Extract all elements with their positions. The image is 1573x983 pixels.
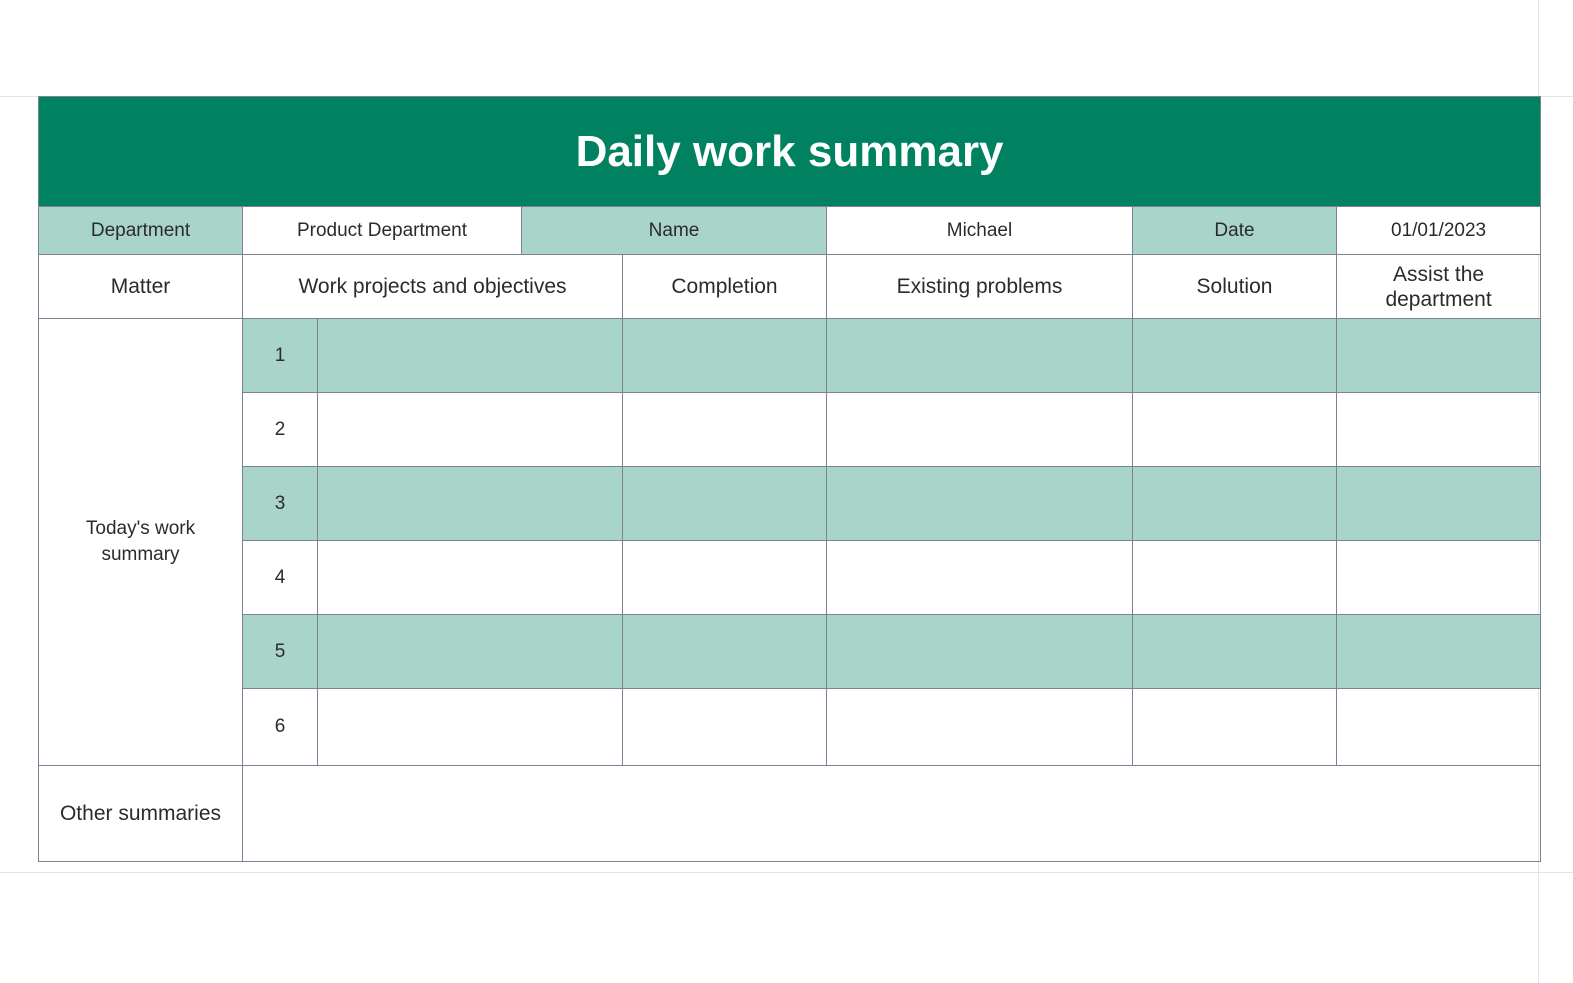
work-projects-cell[interactable] bbox=[318, 541, 623, 615]
row-number[interactable]: 5 bbox=[243, 615, 318, 689]
table-row bbox=[39, 689, 1541, 766]
solution-cell[interactable] bbox=[1133, 467, 1337, 541]
assist-department-cell[interactable] bbox=[1337, 615, 1541, 689]
completion-cell[interactable] bbox=[623, 319, 827, 393]
row-number[interactable]: 1 bbox=[243, 319, 318, 393]
row-number[interactable]: 3 bbox=[243, 467, 318, 541]
table-row bbox=[39, 393, 1541, 467]
column-header-existing-problems[interactable]: Existing problems bbox=[827, 255, 1133, 319]
solution-cell[interactable] bbox=[1133, 319, 1337, 393]
name-value[interactable]: Michael bbox=[827, 207, 1133, 255]
row-number[interactable]: 6 bbox=[243, 689, 318, 766]
department-value[interactable]: Product Department bbox=[243, 207, 522, 255]
column-header-matter[interactable]: Matter bbox=[39, 255, 243, 319]
column-header-completion[interactable]: Completion bbox=[623, 255, 827, 319]
summary-table bbox=[38, 96, 1541, 862]
completion-cell[interactable] bbox=[623, 615, 827, 689]
column-header-work-projects[interactable]: Work projects and objectives bbox=[243, 255, 623, 319]
sheet-title[interactable]: Daily work summary bbox=[39, 97, 1541, 207]
solution-cell[interactable] bbox=[1133, 615, 1337, 689]
solution-cell[interactable] bbox=[1133, 689, 1337, 766]
todays-work-summary-label[interactable]: Today's work summary bbox=[39, 319, 243, 766]
existing-problems-cell[interactable] bbox=[827, 689, 1133, 766]
other-summaries-cell[interactable] bbox=[243, 766, 1541, 862]
completion-cell[interactable] bbox=[623, 467, 827, 541]
daily-work-summary-sheet bbox=[38, 96, 1538, 873]
column-header-assist-department[interactable]: Assist the department bbox=[1337, 255, 1541, 319]
table-row bbox=[39, 319, 1541, 393]
column-header-solution[interactable]: Solution bbox=[1133, 255, 1337, 319]
existing-problems-cell[interactable] bbox=[827, 319, 1133, 393]
assist-department-cell[interactable] bbox=[1337, 467, 1541, 541]
work-projects-cell[interactable] bbox=[318, 615, 623, 689]
table-row bbox=[39, 615, 1541, 689]
existing-problems-cell[interactable] bbox=[827, 541, 1133, 615]
assist-department-cell[interactable] bbox=[1337, 319, 1541, 393]
solution-cell[interactable] bbox=[1133, 541, 1337, 615]
existing-problems-cell[interactable] bbox=[827, 467, 1133, 541]
assist-department-cell[interactable] bbox=[1337, 393, 1541, 467]
solution-cell[interactable] bbox=[1133, 393, 1337, 467]
department-label[interactable]: Department bbox=[39, 207, 243, 255]
date-label[interactable]: Date bbox=[1133, 207, 1337, 255]
row-number[interactable]: 4 bbox=[243, 541, 318, 615]
date-value[interactable]: 01/01/2023 bbox=[1337, 207, 1541, 255]
completion-cell[interactable] bbox=[623, 393, 827, 467]
completion-cell[interactable] bbox=[623, 689, 827, 766]
work-projects-cell[interactable] bbox=[318, 467, 623, 541]
assist-department-cell[interactable] bbox=[1337, 541, 1541, 615]
existing-problems-cell[interactable] bbox=[827, 393, 1133, 467]
name-label[interactable]: Name bbox=[522, 207, 827, 255]
table-row bbox=[39, 467, 1541, 541]
table-row bbox=[39, 541, 1541, 615]
work-projects-cell[interactable] bbox=[318, 393, 623, 467]
other-summaries-label[interactable]: Other summaries bbox=[39, 766, 243, 862]
assist-department-cell[interactable] bbox=[1337, 689, 1541, 766]
work-projects-cell[interactable] bbox=[318, 319, 623, 393]
work-projects-cell[interactable] bbox=[318, 689, 623, 766]
completion-cell[interactable] bbox=[623, 541, 827, 615]
existing-problems-cell[interactable] bbox=[827, 615, 1133, 689]
row-number[interactable]: 2 bbox=[243, 393, 318, 467]
